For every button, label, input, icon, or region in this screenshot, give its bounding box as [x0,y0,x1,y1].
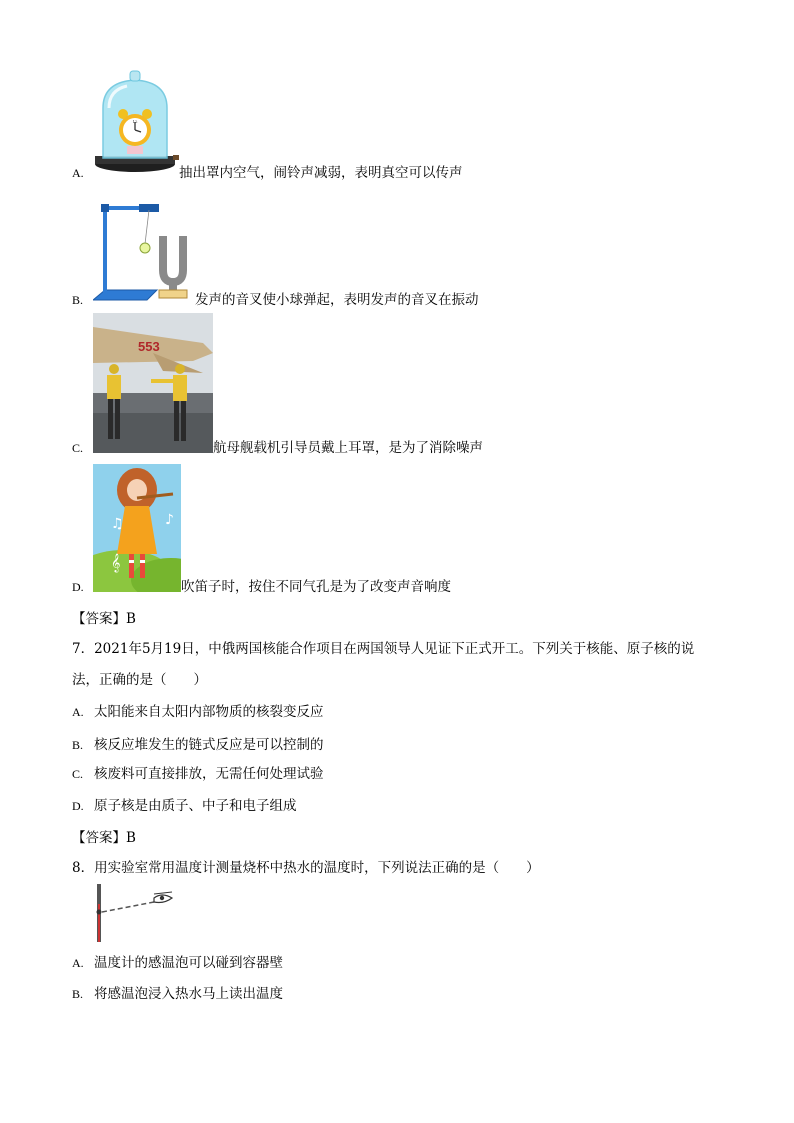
bell-jar-image [93,68,179,178]
q7-option-b-letter: B. [72,738,84,752]
clock-number: 12 [132,119,138,124]
q7-option-c-text: 核废料可直接排放，无需任何处理试验 [94,766,324,782]
q7-option-b-text: 核反应堆发生的链式反应是可以控制的 [94,737,324,753]
svg-text:𝄞: 𝄞 [111,553,121,572]
answer-q7: 【答案】B [72,830,136,846]
answer-q6: 【答案】B [72,611,136,627]
q7-option-d-letter: D. [72,799,84,813]
q7-stem-line1: 7．2021年5月19日，中俄两国核能合作项目在两国领导人见证下正式开工。下列关于核能、原子核的说 [72,641,695,657]
option-a-text-q6: 抽出罩内空气，闹铃声减弱，表明真空可以传声 [179,165,463,181]
tuning-fork-image [93,198,195,306]
flute-girl-illustration [93,464,181,592]
carrier-guide-photo [93,313,213,453]
q7-option-c-letter: C. [72,767,84,781]
q8-option-a-letter: A. [72,956,84,970]
option-c-letter-q6: C. [72,441,84,455]
q8-stem: 8．用实验室常用温度计测量烧杯中热水的温度时，下列说法正确的是（ ） [72,860,540,876]
q7-option-a-letter: A. [72,705,84,719]
option-d-letter-q6: D. [72,580,84,594]
option-a-letter-q6: A. [72,166,84,180]
q8-option-a-text: 温度计的感温泡可以碰到容器壁 [94,955,283,971]
option-c-text-q6: 航母舰载机引导员戴上耳罩，是为了消除噪声 [213,440,483,456]
option-b-text-q6: 发声的音叉使小球弹起，表明发声的音叉在振动 [195,292,479,308]
svg-text:♫: ♫ [111,516,124,532]
svg-text:♪: ♪ [165,512,174,528]
q8-option-b-text: 将感温泡浸入热水马上读出温度 [94,986,283,1002]
q7-option-d-text: 原子核是由质子、中子和电子组成 [94,798,297,814]
q7-option-a-text: 太阳能来自太阳内部物质的核裂变反应 [94,704,324,720]
option-d-text-q6: 吹笛子时，按住不同气孔是为了改变声音响度 [181,579,451,595]
jet-number: 553 [138,339,160,354]
q8-option-b-letter: B. [72,987,84,1001]
option-b-letter-q6: B. [72,293,84,307]
q7-stem-line2: 法，正确的是（ ） [72,672,207,688]
thermometer-reading-diagram [92,884,182,944]
